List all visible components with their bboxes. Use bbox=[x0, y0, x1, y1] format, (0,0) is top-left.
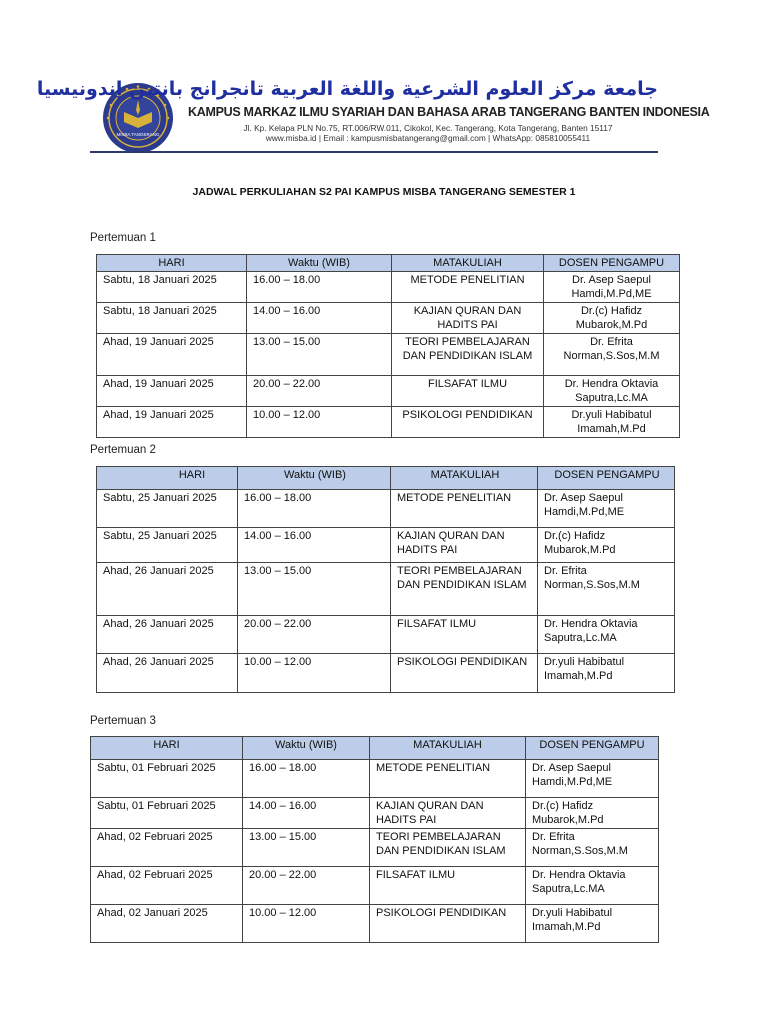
section-label-pertemuan-3: Pertemuan 3 bbox=[90, 715, 156, 727]
dosen-title: Norman,S.Sos,M.M bbox=[563, 350, 660, 362]
dosen-name: Dr. Efrita bbox=[590, 336, 633, 348]
dosen-title: Norman,S.Sos,M.M bbox=[544, 579, 640, 591]
letterhead-divider bbox=[90, 151, 658, 153]
table-header-row bbox=[91, 737, 659, 760]
section-label-pertemuan-1: Pertemuan 1 bbox=[90, 232, 156, 244]
header-hari: HARI bbox=[97, 255, 247, 272]
cell-dosen bbox=[538, 654, 675, 693]
cell-waktu: 10.00 – 12.00 bbox=[243, 905, 370, 943]
cell-waktu: 20.00 – 22.00 bbox=[247, 376, 392, 407]
cell-dosen bbox=[538, 563, 675, 616]
cell-waktu: 16.00 – 18.00 bbox=[243, 760, 370, 798]
cell-dosen bbox=[526, 829, 659, 867]
dosen-title: Imamah,M.Pd bbox=[544, 670, 613, 682]
dosen-name: Dr.(c) Hafidz bbox=[532, 800, 594, 812]
dosen-name: Dr. Hendra Oktavia bbox=[544, 618, 638, 630]
cell-waktu: 14.00 – 16.00 bbox=[238, 528, 391, 563]
cell-matakuliah: FILSAFAT ILMU bbox=[391, 616, 538, 654]
cell-dosen bbox=[538, 490, 675, 528]
table-header-row bbox=[97, 467, 675, 490]
dosen-name: Dr. Efrita bbox=[532, 831, 575, 843]
dosen-title: Mubarok,M.Pd bbox=[532, 814, 604, 826]
cell-dosen bbox=[526, 867, 659, 905]
table-row bbox=[97, 490, 675, 528]
cell-waktu: 13.00 – 15.00 bbox=[243, 829, 370, 867]
cell-waktu: 10.00 – 12.00 bbox=[247, 407, 392, 438]
cell-matakuliah: TEORI PEMBELAJARAN DAN PENDIDIKAN ISLAM bbox=[391, 563, 538, 616]
header-dosen: DOSEN PENGAMPU bbox=[544, 255, 680, 272]
table-row bbox=[91, 905, 659, 943]
university-name-arabic: جامعة مركز العلوم الشرعية واللغة العربية تانجرانج بانتين إندونيسيا bbox=[36, 78, 658, 100]
header-waktu: Waktu (WIB) bbox=[238, 467, 391, 490]
table-row bbox=[97, 272, 680, 303]
cell-dosen bbox=[538, 528, 675, 563]
cell-waktu: 10.00 – 12.00 bbox=[238, 654, 391, 693]
cell-hari: Sabtu, 25 Januari 2025 bbox=[97, 490, 238, 528]
header-matakuliah: MATAKULIAH bbox=[391, 467, 538, 490]
cell-matakuliah: FILSAFAT ILMU bbox=[370, 867, 526, 905]
cell-hari: Sabtu, 18 Januari 2025 bbox=[97, 303, 247, 334]
cell-hari: Sabtu, 01 Februari 2025 bbox=[91, 760, 243, 798]
campus-contact: www.misba.id | Email : kampusmisbatangerang@gmail.com | WhatsApp: 085810055411 bbox=[265, 133, 591, 143]
cell-waktu: 20.00 – 22.00 bbox=[238, 616, 391, 654]
cell-dosen bbox=[544, 334, 680, 376]
header-hari: HARI bbox=[91, 737, 243, 760]
table-row bbox=[97, 654, 675, 693]
cell-waktu: 14.00 – 16.00 bbox=[243, 798, 370, 829]
letterhead bbox=[36, 76, 710, 154]
header-waktu: Waktu (WIB) bbox=[247, 255, 392, 272]
cell-matakuliah: PSIKOLOGI PENDIDIKAN bbox=[391, 654, 538, 693]
cell-hari: Sabtu, 01 Februari 2025 bbox=[91, 798, 243, 829]
dosen-title: Saputra,Lc.MA bbox=[575, 392, 648, 404]
cell-waktu: 16.00 – 18.00 bbox=[238, 490, 391, 528]
cell-waktu: 20.00 – 22.00 bbox=[243, 867, 370, 905]
cell-waktu: 13.00 – 15.00 bbox=[238, 563, 391, 616]
dosen-title: Hamdi,M.Pd,ME bbox=[532, 776, 613, 788]
cell-dosen bbox=[526, 760, 659, 798]
cell-dosen bbox=[544, 272, 680, 303]
dosen-name: Dr. Asep Saepul bbox=[544, 492, 623, 504]
cell-dosen bbox=[526, 905, 659, 943]
cell-hari: Ahad, 19 Januari 2025 bbox=[97, 376, 247, 407]
dosen-name: Dr.yuli Habibatul bbox=[544, 656, 625, 668]
cell-hari: Ahad, 19 Januari 2025 bbox=[97, 407, 247, 438]
dosen-title: Imamah,M.Pd bbox=[532, 921, 601, 933]
header-waktu: Waktu (WIB) bbox=[243, 737, 370, 760]
dosen-name: Dr. Asep Saepul bbox=[572, 274, 651, 286]
schedule-table-pertemuan-1 bbox=[96, 254, 680, 438]
cell-hari: Ahad, 26 Januari 2025 bbox=[97, 654, 238, 693]
dosen-title: Saputra,Lc.MA bbox=[532, 883, 605, 895]
cell-matakuliah: TEORI PEMBELAJARAN DAN PENDIDIKAN ISLAM bbox=[392, 334, 544, 376]
header-hari: HARI bbox=[97, 467, 238, 490]
cell-matakuliah: METODE PENELITIAN bbox=[392, 272, 544, 303]
table-row bbox=[97, 334, 680, 376]
dosen-name: Dr.(c) Hafidz bbox=[544, 530, 606, 542]
cell-dosen bbox=[544, 376, 680, 407]
header-dosen: DOSEN PENGAMPU bbox=[538, 467, 675, 490]
dosen-name: Dr. Hendra Oktavia bbox=[564, 378, 659, 390]
table-row bbox=[91, 760, 659, 798]
dosen-name: Dr.yuli Habibatul bbox=[532, 907, 613, 919]
campus-address: Jl. Kp. Kelapa PLN No.75, RT.006/RW.011, Cikokol, Kec. Tangerang, Kota Tangerang, Banten 15117 bbox=[243, 123, 613, 133]
cell-waktu: 13.00 – 15.00 bbox=[247, 334, 392, 376]
dosen-title: Hamdi,M.Pd,ME bbox=[571, 288, 652, 300]
table-row bbox=[91, 829, 659, 867]
header-matakuliah: MATAKULIAH bbox=[370, 737, 526, 760]
cell-matakuliah: KAJIAN QURAN DAN HADITS PAI bbox=[391, 528, 538, 563]
cell-matakuliah: KAJIAN QURAN DAN HADITS PAI bbox=[370, 798, 526, 829]
document-title: JADWAL PERKULIAHAN S2 PAI KAMPUS MISBA TANGERANG SEMESTER 1 bbox=[192, 186, 576, 198]
table-row bbox=[97, 563, 675, 616]
dosen-title: Mubarok,M.Pd bbox=[544, 544, 616, 556]
dosen-title: Imamah,M.Pd bbox=[577, 423, 646, 435]
header-dosen: DOSEN PENGAMPU bbox=[526, 737, 659, 760]
cell-matakuliah: TEORI PEMBELAJARAN DAN PENDIDIKAN ISLAM bbox=[370, 829, 526, 867]
cell-hari: Sabtu, 25 Januari 2025 bbox=[97, 528, 238, 563]
table-header-row bbox=[97, 255, 680, 272]
schedule-table-pertemuan-3 bbox=[90, 736, 659, 943]
schedule-table-pertemuan-2 bbox=[96, 466, 675, 693]
cell-matakuliah: METODE PENELITIAN bbox=[391, 490, 538, 528]
cell-matakuliah: PSIKOLOGI PENDIDIKAN bbox=[370, 905, 526, 943]
cell-hari: Ahad, 02 Februari 2025 bbox=[91, 829, 243, 867]
table-row bbox=[97, 376, 680, 407]
cell-dosen bbox=[538, 616, 675, 654]
dosen-title: Hamdi,M.Pd,ME bbox=[544, 506, 625, 518]
table-row bbox=[97, 407, 680, 438]
table-row bbox=[91, 798, 659, 829]
cell-hari: Ahad, 02 Februari 2025 bbox=[91, 867, 243, 905]
cell-hari: Ahad, 26 Januari 2025 bbox=[97, 616, 238, 654]
dosen-title: Mubarok,M.Pd bbox=[575, 319, 648, 331]
header-matakuliah: MATAKULIAH bbox=[392, 255, 544, 272]
cell-hari: Sabtu, 18 Januari 2025 bbox=[97, 272, 247, 303]
table-row bbox=[91, 867, 659, 905]
dosen-name: Dr. Efrita bbox=[544, 565, 587, 577]
section-label-pertemuan-2: Pertemuan 2 bbox=[90, 444, 156, 456]
table-row bbox=[97, 303, 680, 334]
cell-matakuliah: KAJIAN QURAN DAN HADITS PAI bbox=[392, 303, 544, 334]
cell-matakuliah: PSIKOLOGI PENDIDIKAN bbox=[392, 407, 544, 438]
dosen-title: Saputra,Lc.MA bbox=[544, 632, 617, 644]
cell-dosen bbox=[526, 798, 659, 829]
cell-dosen bbox=[544, 303, 680, 334]
cell-matakuliah: FILSAFAT ILMU bbox=[392, 376, 544, 407]
dosen-name: Dr. Asep Saepul bbox=[532, 762, 611, 774]
cell-waktu: 14.00 – 16.00 bbox=[247, 303, 392, 334]
dosen-title: Norman,S.Sos,M.M bbox=[532, 845, 628, 857]
table-row bbox=[97, 528, 675, 563]
cell-hari: Ahad, 19 Januari 2025 bbox=[97, 334, 247, 376]
campus-name: KAMPUS MARKAZ ILMU SYARIAH DAN BAHASA ARAB TANGERANG BANTEN INDONESIA bbox=[188, 105, 710, 119]
dosen-name: Dr.(c) Hafidz bbox=[580, 305, 643, 317]
dosen-name: Dr.yuli Habibatul bbox=[571, 409, 652, 421]
cell-matakuliah: METODE PENELITIAN bbox=[370, 760, 526, 798]
cell-hari: Ahad, 26 Januari 2025 bbox=[97, 563, 238, 616]
cell-dosen bbox=[544, 407, 680, 438]
cell-waktu: 16.00 – 18.00 bbox=[247, 272, 392, 303]
logo-text: MISBA TANGERANG bbox=[116, 132, 160, 137]
cell-hari: Ahad, 02 Januari 2025 bbox=[91, 905, 243, 943]
dosen-name: Dr. Hendra Oktavia bbox=[532, 869, 626, 881]
table-row bbox=[97, 616, 675, 654]
